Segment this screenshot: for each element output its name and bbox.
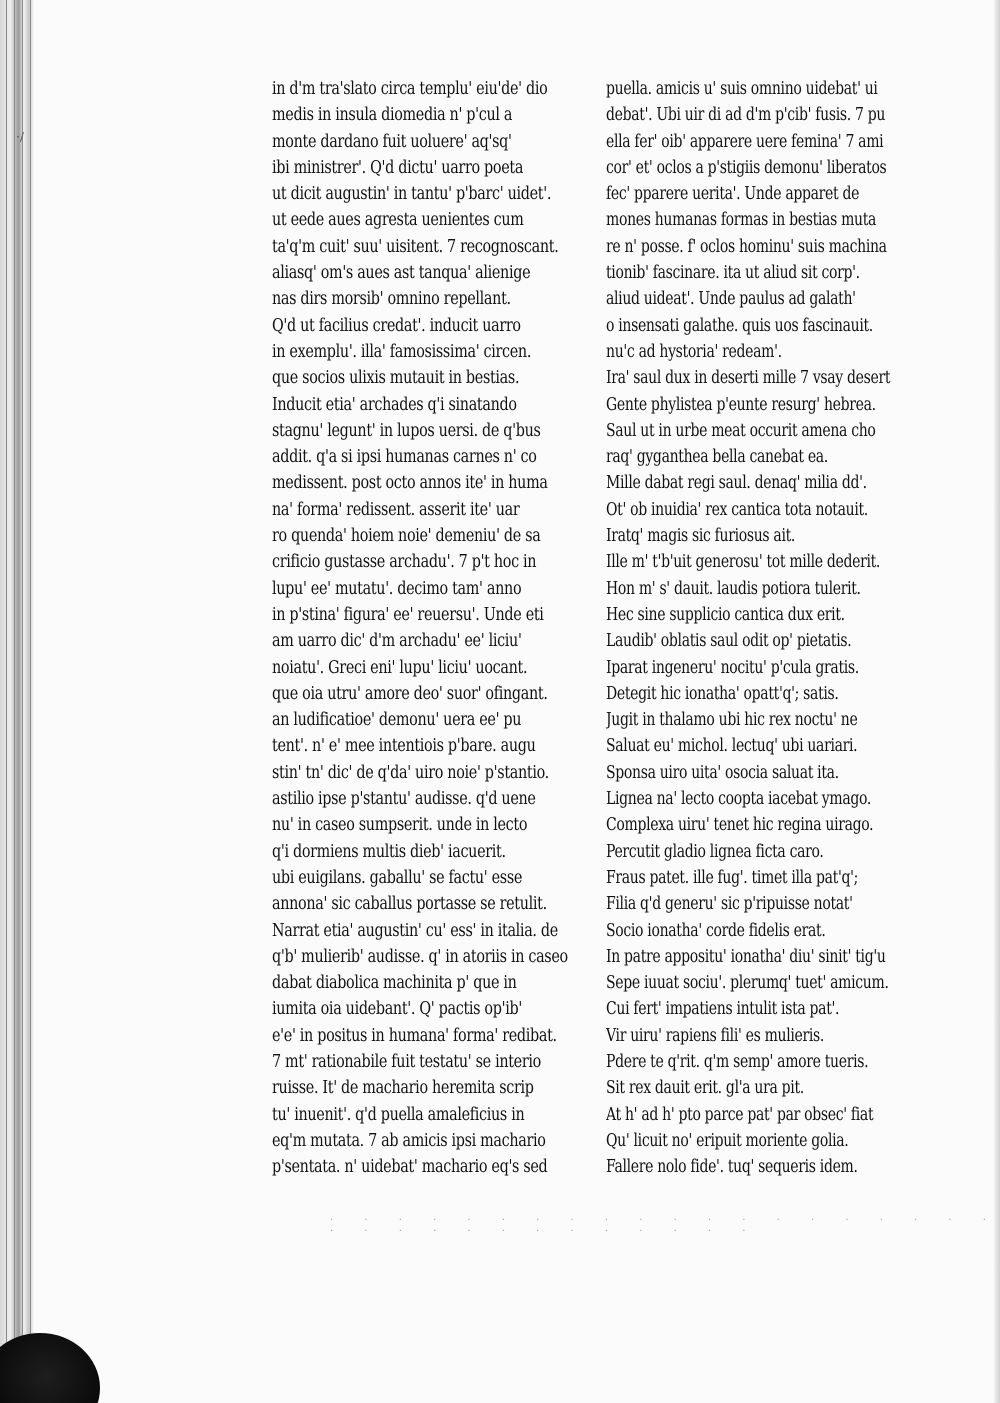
margin-note: ·/ xyxy=(16,130,24,144)
left-column-line: q'b' mulierib' audisse. q' in atoriis in caseo xyxy=(272,946,568,967)
right-column-line: Ira' saul dux in deserti mille 7 vsay desert xyxy=(606,368,891,389)
left-column-line: iumita oia uidebant'. Q' pactis op'ib' xyxy=(272,999,522,1020)
left-column-line: aliasq' om's aues ast tanqua' alienige xyxy=(272,263,531,284)
right-column-line: Mille dabat regi saul. denaq' milia dd'. xyxy=(606,473,867,494)
left-column-line: ta'q'm cuit' suu' uisitent. 7 recognoscant. xyxy=(272,236,559,257)
right-column-line: fec' pparere uerita'. Unde apparet de xyxy=(606,184,860,205)
left-column-line: an ludificatioe' demonu' uera ee' pu xyxy=(272,710,522,731)
left-column-line: ro quenda' hoiem noie' demeniu' de sa xyxy=(272,526,541,547)
left-column-line: tu' inuenit'. q'd puella amaleficius in xyxy=(272,1104,525,1125)
left-column-line: 7 mt' rationabile fuit testatu' se interio xyxy=(272,1051,541,1072)
left-column-line: dabat diabolica machinita p' que in xyxy=(272,973,517,994)
left-column-line: ruisse. It' de machario heremita scrip xyxy=(272,1078,534,1099)
right-column-line: ella fer' oib' apparere uere femina' 7 ami xyxy=(606,131,884,152)
left-column-line: in p'stina' figura' ee' reuersu'. Unde eti xyxy=(272,604,544,625)
left-column-line: ibi ministrer'. Q'd dictu' uarro poeta xyxy=(272,157,524,178)
right-column-line: Ot' ob inuidia' rex cantica tota notauit. xyxy=(606,499,868,520)
left-column-line: eq'm mutata. 7 ab amicis ipsi machario xyxy=(272,1130,546,1151)
right-column-line: mones humanas formas in bestias muta xyxy=(606,210,877,231)
right-column-line: re n' posse. f' oclos hominu' suis machina xyxy=(606,236,887,257)
left-column-line: ut eede aues agresta uenientes cum xyxy=(272,210,524,231)
left-text-column xyxy=(272,76,608,1180)
left-column-line: ut dicit augustin' in tantu' p'barc' uidet'. xyxy=(272,184,552,205)
right-column-line: Filia q'd generu' sic p'ripuisse notat' xyxy=(606,894,853,915)
left-column-line: noiatu'. Greci eni' lupu' liciu' uocant. xyxy=(272,657,528,678)
right-column-line: Sepe iuuat sociu'. plerumq' tuet' amicum. xyxy=(606,973,889,994)
right-column-line: Complexa uiru' tenet hic regina uirago. xyxy=(606,815,874,836)
right-column-line: Laudib' oblatis saul odit op' pietatis. xyxy=(606,631,852,652)
left-column-line: que socios ulixis mutauit in bestias. xyxy=(272,368,520,389)
right-column-line: Saul ut in urbe meat occurit amena cho xyxy=(606,420,876,441)
right-column-line: In patre appositu' ionatha' diu' sinit' tig'u xyxy=(606,946,886,967)
right-column-line: puella. amicis u' suis omnino uidebat' ui xyxy=(606,79,878,99)
left-column-line: nu' in caseo sumpserit. unde in lecto xyxy=(272,815,528,836)
left-column-line: crificio gustasse archadu'. 7 p't hoc in xyxy=(272,552,537,573)
left-column-line: addit. q'a si ipsi humanas carnes n' co xyxy=(272,447,537,468)
left-column-line: monte dardano fuit uoluere' aq'sq' xyxy=(272,131,512,152)
right-column-line: cor' et' oclos a p'stigiis demonu' liberatos xyxy=(606,157,887,178)
left-column-line: q'i dormiens multis dieb' iacuerit. xyxy=(272,841,506,862)
right-column-line: Fallere nolo fide'. tuq' sequeris idem. xyxy=(606,1157,858,1178)
left-column-line: Inducit etia' archades q'i sinatando xyxy=(272,394,517,415)
left-column-line: ubi euigilans. gaballu' se factu' esse xyxy=(272,867,523,888)
right-column-line: nu'c ad hystoria' redeam'. xyxy=(606,341,782,362)
left-column-line: stin' tn' dic' de q'da' uiro noie' p'stantio. xyxy=(272,762,549,783)
right-column-line: debat'. Ubi uir di ad d'm p'cib' fusis. 7 pu xyxy=(606,105,886,126)
right-column-line: Saluat eu' michol. lectuq' ubi uariari. xyxy=(606,736,858,757)
left-column-line: que oia utru' amore deo' suor' ofingant. xyxy=(272,683,548,704)
right-column-line: Percutit gladio lignea ficta caro. xyxy=(606,841,824,862)
right-column-line: Vir uiru' rapiens fili' es mulieris. xyxy=(606,1025,825,1046)
left-column-line: in exemplu'. illa' famosissima' circen. xyxy=(272,341,532,362)
left-column-line: e'e' in positus in humana' forma' redibat. xyxy=(272,1025,557,1046)
right-column-line: Ille m' t'b'uit generosu' tot mille dederit. xyxy=(606,552,881,573)
left-column-line: p'sentata. n' uidebat' machario eq's sed xyxy=(272,1157,548,1178)
right-column-line: raq' gyganthea bella canebat ea. xyxy=(606,447,828,468)
right-column-line: Pdere te q'rit. q'm semp' amore tueris. xyxy=(606,1051,869,1072)
left-column-line: tent'. n' e' mee intentiois p'bare. augu xyxy=(272,736,536,757)
right-column-line: Cui fert' impatiens intulit ista pat'. xyxy=(606,999,840,1020)
left-column-line: Q'd ut facilius credat'. inducit uarro xyxy=(272,315,521,336)
page-right-edge xyxy=(994,0,1000,1403)
book-spine xyxy=(0,0,34,1403)
left-column-line: in d'm tra'slato circa templu' eiu'de' dio xyxy=(272,79,548,99)
left-column-line: nas dirs morsib' omnino repellant. xyxy=(272,289,511,310)
right-column-line: Sit rex dauit erit. gl'a ura pit. xyxy=(606,1078,804,1099)
right-column-line: Iparat ingeneru' nocitu' p'cula gratis. xyxy=(606,657,859,678)
left-column-line: stagnu' legunt' in lupos uersi. de q'bus xyxy=(272,420,541,441)
left-column-line: medis in insula diomedia n' p'cul a xyxy=(272,105,513,126)
right-column-line: Detegit hic ionatha' opatt'q'; satis. xyxy=(606,683,839,704)
right-column-line: Lignea na' lecto coopta iacebat ymago. xyxy=(606,789,871,810)
right-column-line: Jugit in thalamo ubi hic rex noctu' ne xyxy=(606,710,858,731)
left-column-line: medissent. post octo annos ite' in huma xyxy=(272,473,548,494)
right-column-line: Iratq' magis sic furiosus ait. xyxy=(606,526,796,547)
corner-thumb-blot xyxy=(0,1333,100,1403)
left-column-line: na' forma' redissent. asserit ite' uar xyxy=(272,499,520,520)
right-text-column xyxy=(606,76,991,1180)
right-column-line: tionib' fascinare. ita ut aliud sit corp'. xyxy=(606,263,860,284)
left-column-line: Narrat etia' augustin' cu' ess' in italia. de xyxy=(272,920,558,941)
right-column-line: At h' ad h' pto parce pat' par obsec' fiat xyxy=(606,1104,874,1125)
left-column-line: annona' sic caballus portasse se retulit. xyxy=(272,894,547,915)
right-column-line: Socio ionatha' corde fidelis erat. xyxy=(606,920,826,941)
right-column-line: Hec sine supplicio cantica dux erit. xyxy=(606,604,845,625)
right-column-line: o insensati galathe. quis uos fascinauit. xyxy=(606,315,873,336)
right-column-line: Hon m' s' dauit. laudis potiora tulerit. xyxy=(606,578,861,599)
right-column-line: Sponsa uiro uita' osocia saluat ita. xyxy=(606,762,839,783)
right-column-line: Qu' licuit no' eripuit moriente golia. xyxy=(606,1130,849,1151)
right-column-line: Gente phylistea p'eunte resurg' hebrea. xyxy=(606,394,876,415)
right-column-line: Fraus patet. ille fug'. timet illa pat'q'; xyxy=(606,867,859,888)
left-column-line: am uarro dic' d'm archadu' ee' liciu' xyxy=(272,631,522,652)
right-column-line: aliud uideat'. Unde paulus ad galath' xyxy=(606,289,856,310)
left-column-line: astilio ipse p'stantu' audisse. q'd uene xyxy=(272,789,536,810)
bottom-pricking-marks: · · · · · · · · · · · · · · · · · · · · · · · · · · · · · · · · · xyxy=(330,1215,1000,1237)
left-column-line: lupu' ee' mutatu'. decimo tam' anno xyxy=(272,578,522,599)
